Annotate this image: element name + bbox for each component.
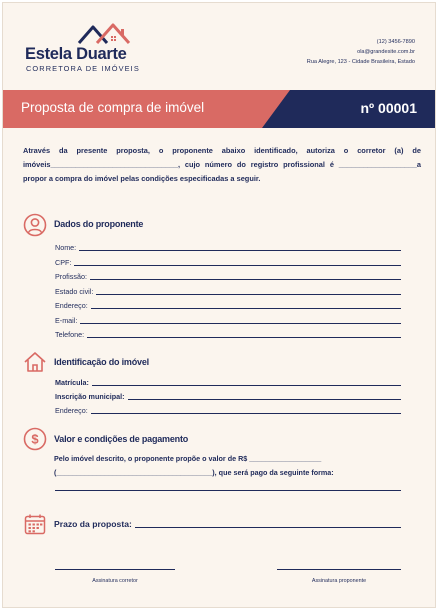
field-endereco[interactable]: [55, 300, 401, 310]
dollar-icon: [23, 427, 47, 451]
field-profissao[interactable]: [55, 271, 401, 281]
field-estado-civil[interactable]: [55, 286, 401, 296]
field-label: Matrícula:: [55, 378, 89, 387]
signature-label-proponente: Assinatura proponente: [311, 578, 367, 584]
field-label: E-mail:: [55, 316, 78, 325]
field-label: Telefone:: [55, 330, 85, 339]
field-label: Prazo da proposta:: [54, 519, 132, 529]
calendar-icon: [23, 512, 47, 536]
field-telefone[interactable]: [55, 329, 401, 339]
section-title-pagamento: Valor e condições de pagamento: [54, 434, 189, 444]
field-label: Estado civil:: [55, 287, 94, 296]
house-roof-icon: [77, 23, 133, 45]
contact-info: [307, 37, 415, 67]
field-cpf[interactable]: [55, 257, 401, 267]
field-label: CPF:: [55, 258, 72, 267]
payment-text: Pelo imóvel descrito, o proponente propõe o valor de R$ __________________ (_______________________________________), que será pago da seguinte forma:: [54, 454, 334, 477]
brand-name: Estela Duarte: [25, 45, 127, 63]
proposal-title: Proposta de compra de imóvel: [21, 100, 205, 115]
title-banner: [3, 90, 436, 128]
section-title-imovel: Identificação do imóvel: [54, 357, 149, 367]
field-email[interactable]: [55, 315, 401, 325]
field-prazo[interactable]: [54, 519, 401, 529]
contact-phone: (12) 3456-7890: [376, 39, 415, 45]
field-label: Profissão:: [55, 272, 87, 281]
signature-line-proponente[interactable]: [277, 569, 401, 570]
field-label: Endereço:: [55, 406, 88, 415]
field-label: Inscrição municipal:: [55, 392, 125, 401]
svg-text:$: $: [31, 431, 39, 447]
proposal-number: nº 00001: [360, 100, 417, 116]
brand-subtitle: CORRETORA DE IMÓVEIS: [26, 64, 140, 73]
proposal-document: [2, 2, 436, 608]
contact-address: Rua Alegre, 123 - Cidade Brasileira, Estado: [306, 59, 415, 65]
person-icon: [23, 213, 47, 237]
field-label: Endereço:: [55, 301, 88, 310]
signature-label-corretor: Assinatura corretor: [92, 578, 138, 584]
contact-email: ola@grandesite.com.br: [357, 49, 415, 55]
field-matricula[interactable]: [55, 377, 401, 387]
signature-line-corretor[interactable]: [55, 569, 175, 570]
house-icon: [23, 350, 47, 374]
brand-logo: [25, 23, 145, 75]
field-nome[interactable]: [55, 242, 401, 252]
intro-paragraph: Através da presente proposta, o proponente abaixo identificado, autoriza o corretor (a) de imóveis_______________________________, cujo número do registro profissional é ___________________a propor a compra do imóvel pelas condições especificadas a seguir.: [23, 146, 421, 183]
field-label: Nome:: [55, 243, 77, 252]
section-title-proponente: Dados do proponente: [54, 219, 144, 229]
field-inscricao-municipal[interactable]: [55, 391, 401, 401]
field-endereco-imovel[interactable]: [55, 405, 401, 415]
payment-line[interactable]: [55, 490, 401, 491]
